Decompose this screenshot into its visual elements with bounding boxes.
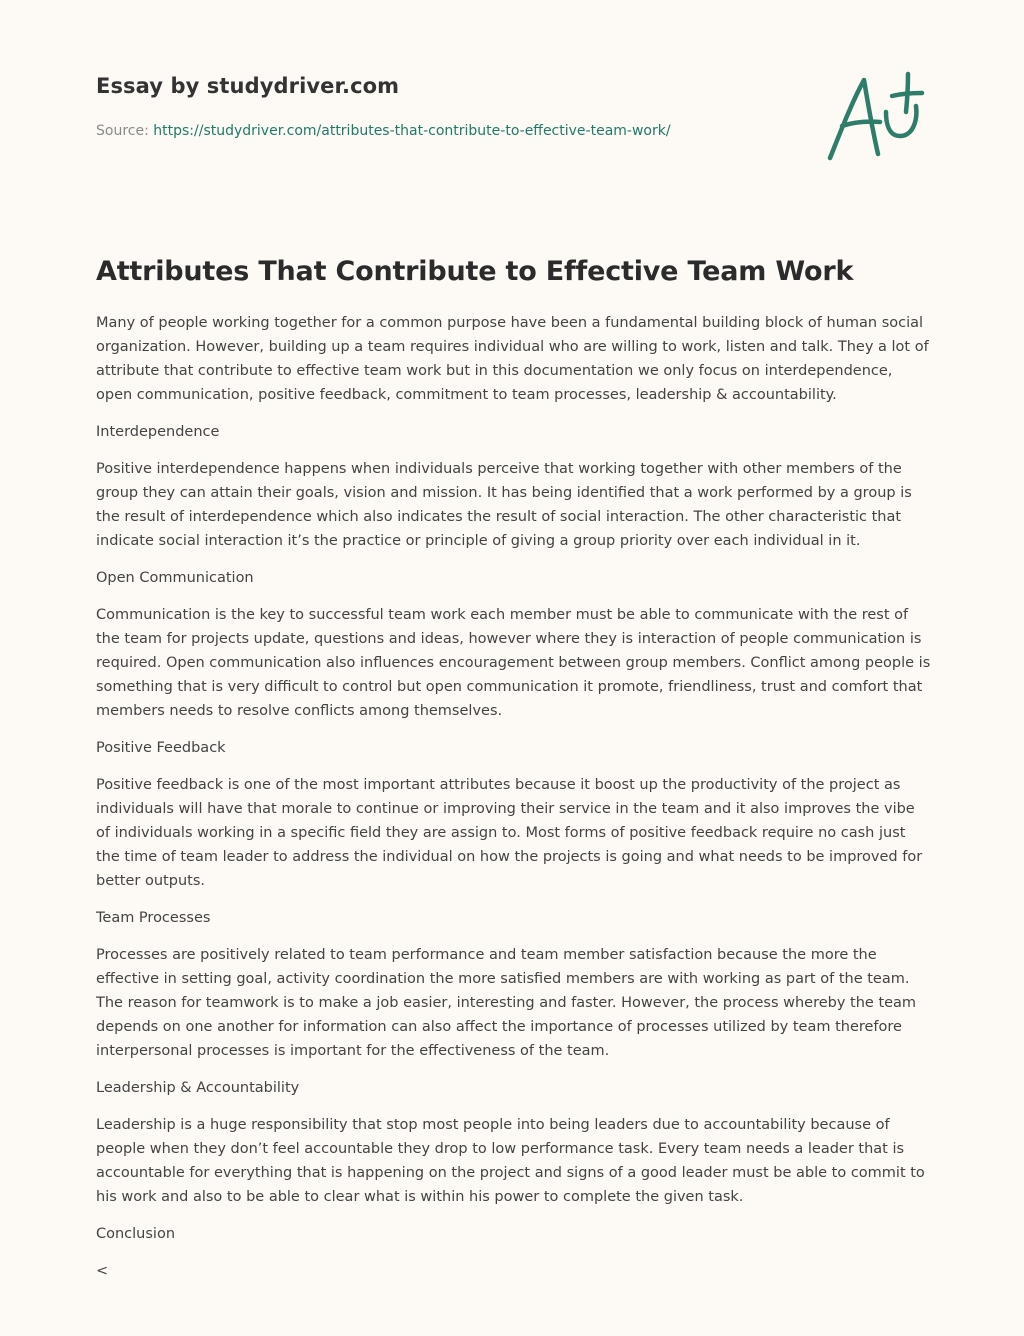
section-body-interdependence: Positive interdependence happens when individuals perceive that working together with other members of the group they can attain their goals, vision and mission. It has being identified that a work performed by a group is the result of interdependence which also indicates the result of social interaction. The other characteristic that indicate social interaction it’s the practice or principle of giving a group priority over each individual in it.	[96, 461, 912, 549]
section-body-open-communication: Communication is the key to successful team work each member must be able to communicate with the rest of the team for projects update, questions and ideas, however where they is interaction of people communication is required. Open communication also influences encouragement between group members. Conflict among people is something that is very difficult to control but open communication it promote, friendliness, trust and comfort that members needs to resolve conflicts among themselves.	[96, 607, 931, 719]
source-label: Source:	[96, 123, 154, 139]
section-heading-interdependence: Interdependence	[96, 424, 220, 440]
section-body-positive-feedback: Positive feedback is one of the most important attributes because it boost up the productivity of the project as individuals will have that morale to continue or improving their service in the team and it also improves the vibe of individuals working in a specific field they are assign to. Most forms of positive feedback require no cash just the time of team leader to address the individual on how the projects is going and what needs to be improved for better outputs.	[96, 777, 923, 889]
section-heading-leadership: Leadership & Accountability	[96, 1080, 300, 1096]
section-heading-open-communication: Open Communication	[96, 570, 254, 586]
page-title: Attributes That Contribute to Effective Team Work	[96, 256, 854, 287]
section-heading-conclusion: Conclusion	[96, 1226, 176, 1242]
intro-paragraph: Many of people working together for a common purpose have been a fundamental building block of human social organization. However, building up a team requires individual who are willing to work, listen and talk. They a lot of attribute that contribute to effective team work but in this documentation we only focus on interdependence, open communication, positive feedback, commitment to team processes, leadership & accountability.	[96, 315, 929, 403]
section-heading-team-processes: Team Processes	[96, 910, 211, 926]
a-plus-logo-icon	[820, 66, 930, 166]
article	[96, 256, 932, 1296]
trailing-text: <	[96, 1263, 109, 1279]
brand-title: Essay by studydriver.com	[96, 74, 400, 98]
header	[96, 74, 936, 139]
section-body-leadership: Leadership is a huge responsibility that stop most people into being leaders due to accountability because of people when they don’t feel accountable they drop to low performance task. Every team needs a leader that is accountable for everything that is happening on the project and signs of a good leader must be able to commit to his work and also to be able to clear what is within his power to complete the given task.	[96, 1117, 925, 1205]
section-heading-positive-feedback: Positive Feedback	[96, 740, 226, 756]
source-line	[96, 123, 936, 139]
source-link[interactable]: https://studydriver.com/attributes-that-contribute-to-effective-team-work/	[153, 123, 671, 139]
section-body-team-processes: Processes are positively related to team performance and team member satisfaction because the more the effective in setting goal, activity coordination the more satisfied members are with working as part of the team. The reason for teamwork is to make a job easier, interesting and faster. However, the process whereby the team depends on one another for information can also affect the importance of processes utilized by team therefore interpersonal processes is important for the effectiveness of the team.	[96, 947, 917, 1059]
